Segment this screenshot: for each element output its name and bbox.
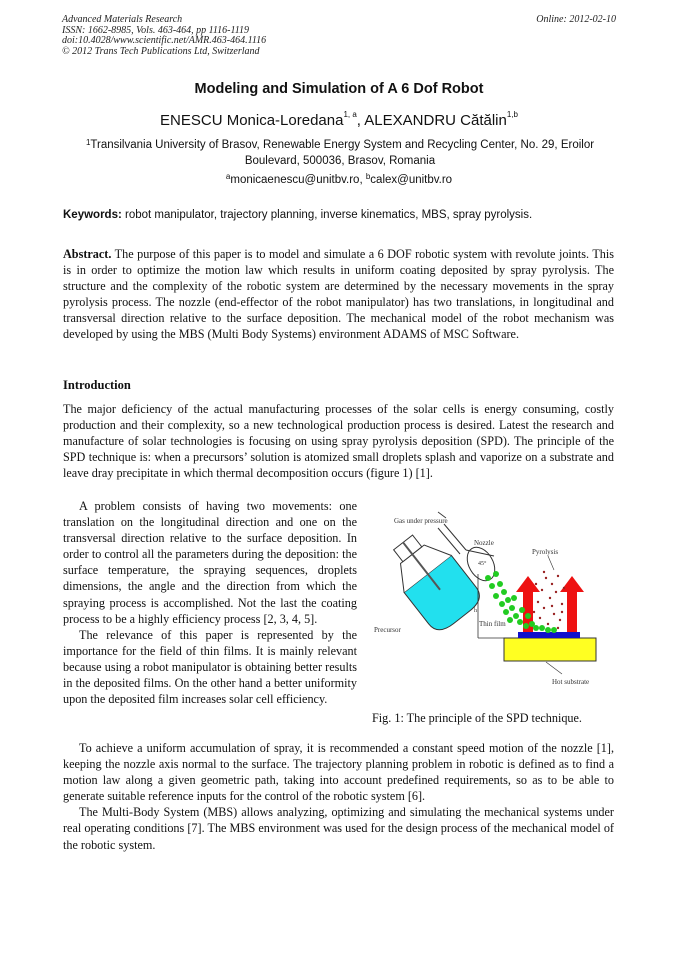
abstract-text: The purpose of this paper is to model and simulate a 6 DOF robotic system with revolute joints. This is in order to optimize the motion law which results in uniform coating deposited by spray pyrolysis. The structure and the complexity of the robotic system are determined by the necessary movements in the spray pyrolysis process. The nozzle (end-effector of the robot manipulator) has two translations, in longitudinal and transversal direction relative to the surface deposition. The mechanical model of the robot mechanism was developed by using the MBS (Multi Body Systems) environment ADAMS of MSC Software.	[63, 247, 615, 342]
doi: doi:10.4028/www.scientific.net/AMR.463-464.1116	[62, 35, 267, 46]
label-precursor: Precursor	[374, 626, 401, 634]
paragraph: A problem consists of having two movements: one translation on the longitudinal direction and one on the transversal direction relative to the surface deposition. In order to control all the parameters during the deposition: the surface temperature, the spraying sequences, droplets dimensions, the angle and the direction from which the spraying process is accomplished. Not the last the coating process to be a highly efficiency process [2, 3, 4, 5].	[63, 499, 357, 626]
author-sup: 1, a	[343, 110, 357, 119]
keywords-label: Keywords:	[63, 209, 122, 221]
label-gas: Gas under pressure	[394, 517, 448, 525]
paragraph: The major deficiency of the actual manufacturing processes of the solar cells is energy consuming, costly production and their complexity, so a new technological production process is desired. Latest the research and manufacture of solar technologies is focusing on using spray pyrolysis deposition (SPD). The principle of the SPD technique is: when a precursors’ solution is atomized small droplets splash and vaporize on a substrate and leave dray precipitate in which thermal decomposition occurs (figure 1) [1].	[63, 402, 614, 481]
author-name: ENESCU Monica-Loredana	[160, 112, 344, 129]
label-pyrolysis: Pyrolysis	[532, 548, 559, 556]
label-hot-substrate: Hot substrate	[552, 678, 590, 686]
spd-diagram	[366, 508, 616, 688]
email-sup: a	[225, 172, 231, 181]
email-link[interactable]: calex@unitbv.ro	[370, 174, 453, 186]
abstract	[63, 246, 614, 343]
copyright: © 2012 Trans Tech Publications Ltd, Switzerland	[62, 45, 260, 57]
online-date: Online: 2012-02-10	[536, 14, 616, 25]
section-heading-introduction: Introduction	[63, 378, 131, 392]
journal-header	[62, 15, 616, 57]
label-thin-film: Thin film	[479, 620, 506, 628]
author-name: ALEXANDRU Cătălin	[364, 112, 507, 129]
label-nozzle: Nozzle	[474, 539, 494, 547]
keywords-text: robot manipulator, trajectory planning, inverse kinematics, MBS, spray pyrolysis.	[125, 209, 533, 221]
affiliation	[60, 137, 620, 169]
journal-name: Advanced Materials Research	[62, 14, 183, 25]
affiliation-text: Transilvania University of Brasov, Renewable Energy System and Recycling Center, No. 29, Eroilor Boulevard, 500036, Brasov, Romania	[90, 139, 595, 167]
figure-caption: Fig. 1: The principle of the SPD technique.	[372, 711, 582, 725]
figure-spd-principle	[366, 508, 616, 688]
label-h: h	[474, 608, 477, 614]
paragraph: To achieve a uniform accumulation of spray, it is recommended a constant speed motion of the nozzle [1], keeping the nozzle axis normal to the surface. The trajectory planning problem in robotic is defined as to find a motion law along a given geometric path, taking into account predefined requirements, so as to be able to generate suitable reference inputs for the control of the robotic system [6].	[63, 741, 614, 804]
keywords	[63, 209, 623, 221]
paper-title: Modeling and Simulation of A 6 Dof Robot	[194, 81, 484, 97]
authors: ENESCU Monica-Loredana$^{1, a}$, ALEXANDRU Cătălin$^{1,b}$	[160, 110, 518, 129]
paragraph: The relevance of this paper is represented by the importance for the field of thin films. It is mainly relevant because using a robot manipulator is obtaining better results in the deposited films. On the other hand a better uniformity upon the deposited film increases solar cell efficiency.	[63, 628, 357, 707]
affiliation-sup: 1	[85, 138, 91, 147]
paragraph: The Multi-Body System (MBS) allows analyzing, optimizing and simulating the mechanical systems under real operating conditions [7]. The MBS environment was used for the design process of the mechanical model of the robotic system.	[63, 805, 614, 852]
emails: $^a$monicaenescu@unitbv.ro, $^b$calex@unitbv.ro	[225, 172, 453, 186]
paragraphs-continued	[63, 740, 614, 853]
email-sup: b	[365, 172, 371, 181]
email-link[interactable]: monicaenescu@unitbv.ro	[230, 174, 360, 186]
issn: ISSN: 1662-8985, Vols. 463-464, pp 1116-1119	[62, 24, 250, 36]
abstract-label: Abstract.	[63, 247, 112, 261]
label-angle: 45°	[478, 561, 487, 567]
author-sup: 1,b	[506, 110, 518, 119]
